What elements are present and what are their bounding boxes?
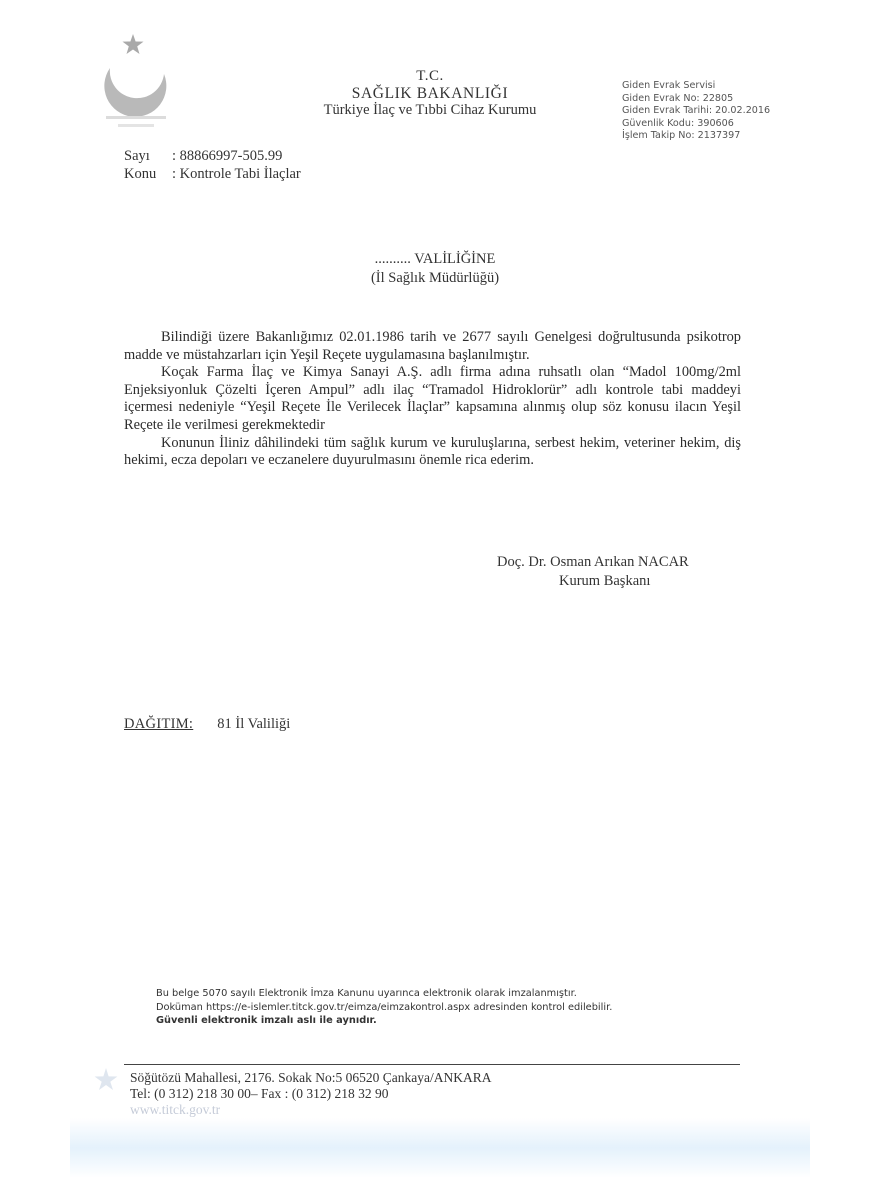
footer-address: Söğütözü Mahallesi, 2176. Sokak No:5 06520 Çankaya/ANKARA — [130, 1070, 492, 1085]
signatory-name: Doç. Dr. Osman Arıkan NACAR — [497, 554, 689, 570]
document-tracking-info — [622, 80, 770, 143]
footer-decorative-band — [70, 1118, 810, 1178]
islem-takip-no: İşlem Takip No: 2137397 — [622, 130, 741, 141]
star-icon — [92, 1066, 120, 1094]
konu-row — [124, 165, 301, 183]
konu-label: Konu — [124, 166, 157, 182]
crescent-star-logo-icon — [96, 28, 186, 138]
signatory-title: Kurum Başkanı — [559, 573, 651, 589]
distribution — [124, 716, 290, 733]
evrak-servis: Giden Evrak Servisi — [622, 80, 716, 91]
document-meta — [124, 147, 301, 183]
sayi-row — [124, 147, 301, 165]
konu-value: : Kontrole Tabi İlaçlar — [172, 166, 301, 182]
header-tc: T.C. — [416, 68, 444, 84]
recipient-line2: (İl Sağlık Müdürlüğü) — [370, 270, 500, 286]
recipient-line1: .......... VALİLİĞİNE — [374, 251, 496, 267]
esign-line3: Güvenli elektronik imzalı aslı ile aynıdır. — [156, 1015, 377, 1026]
header-agency: Türkiye İlaç ve Tıbbi Cihaz Kurumu — [323, 102, 537, 118]
evrak-tarih: Giden Evrak Tarihi: 20.02.2016 — [622, 105, 771, 116]
body-paragraph-1: Bilindiği üzere Bakanlığımız 02.01.1986 tarih ve 2677 sayılı Genelgesi doğrultusunda psikotrop madde ve müstahzarları için Yeşil Reçete uygulamasına başlanılmıştır. — [124, 329, 741, 363]
footer-website: www.titck.gov.tr — [130, 1102, 221, 1117]
footer-contact — [130, 1070, 491, 1118]
footer-phone: Tel: (0 312) 218 30 00– Fax : (0 312) 218 32 90 — [130, 1086, 389, 1101]
sayi-label: Sayı — [124, 148, 150, 164]
esign-line2: Doküman https://e-islemler.titck.gov.tr/eimza/eimzakontrol.aspx adresinden kontrol edilebilir. — [156, 1001, 613, 1013]
letter-body — [124, 329, 741, 470]
body-paragraph-3: Konunun İliniz dâhilindeki tüm sağlık kurum ve kuruluşlarına, serbest hekim, veteriner hekim, diş hekimi, ecza depoları ve eczanelere duyurulmasını önemle rica ederim. — [124, 434, 741, 469]
distribution-value: 81 İl Valiliği — [217, 716, 291, 732]
esign-line1: Bu belge 5070 sayılı Elektronik İmza Kanunu uyarınca elektronik olarak imzalanmıştır. — [156, 988, 577, 999]
distribution-label: DAĞITIM: — [124, 716, 194, 732]
e-signature-note — [156, 987, 716, 1028]
letterhead — [300, 68, 560, 119]
signature-block — [497, 553, 689, 591]
guvenlik-kodu: Güvenlik Kodu: 390606 — [622, 117, 734, 129]
header-ministry: SAĞLIK BAKANLIĞI — [351, 85, 509, 102]
recipient — [300, 250, 570, 288]
footer-divider — [124, 1064, 740, 1065]
sayi-value: : 88866997-505.99 — [172, 148, 283, 164]
evrak-no: Giden Evrak No: 22805 — [622, 92, 734, 104]
body-paragraph-2: Koçak Farma İlaç ve Kimya Sanayi A.Ş. adlı firma adına ruhsatlı olan “Madol 100mg/2ml Enjeksiyonluk Çözelti İçeren Ampul” adlı ilaç “Tramadol Hidroklorür” adlı kontrole tabi maddeyi içermesi nedeniyle “Yeşil Reçete İle Verilecek İlaçlar” kapsamına alınmış olup söz konusu ilacın Yeşil Reçete ile verilmesi gerekmektedir — [124, 364, 741, 433]
